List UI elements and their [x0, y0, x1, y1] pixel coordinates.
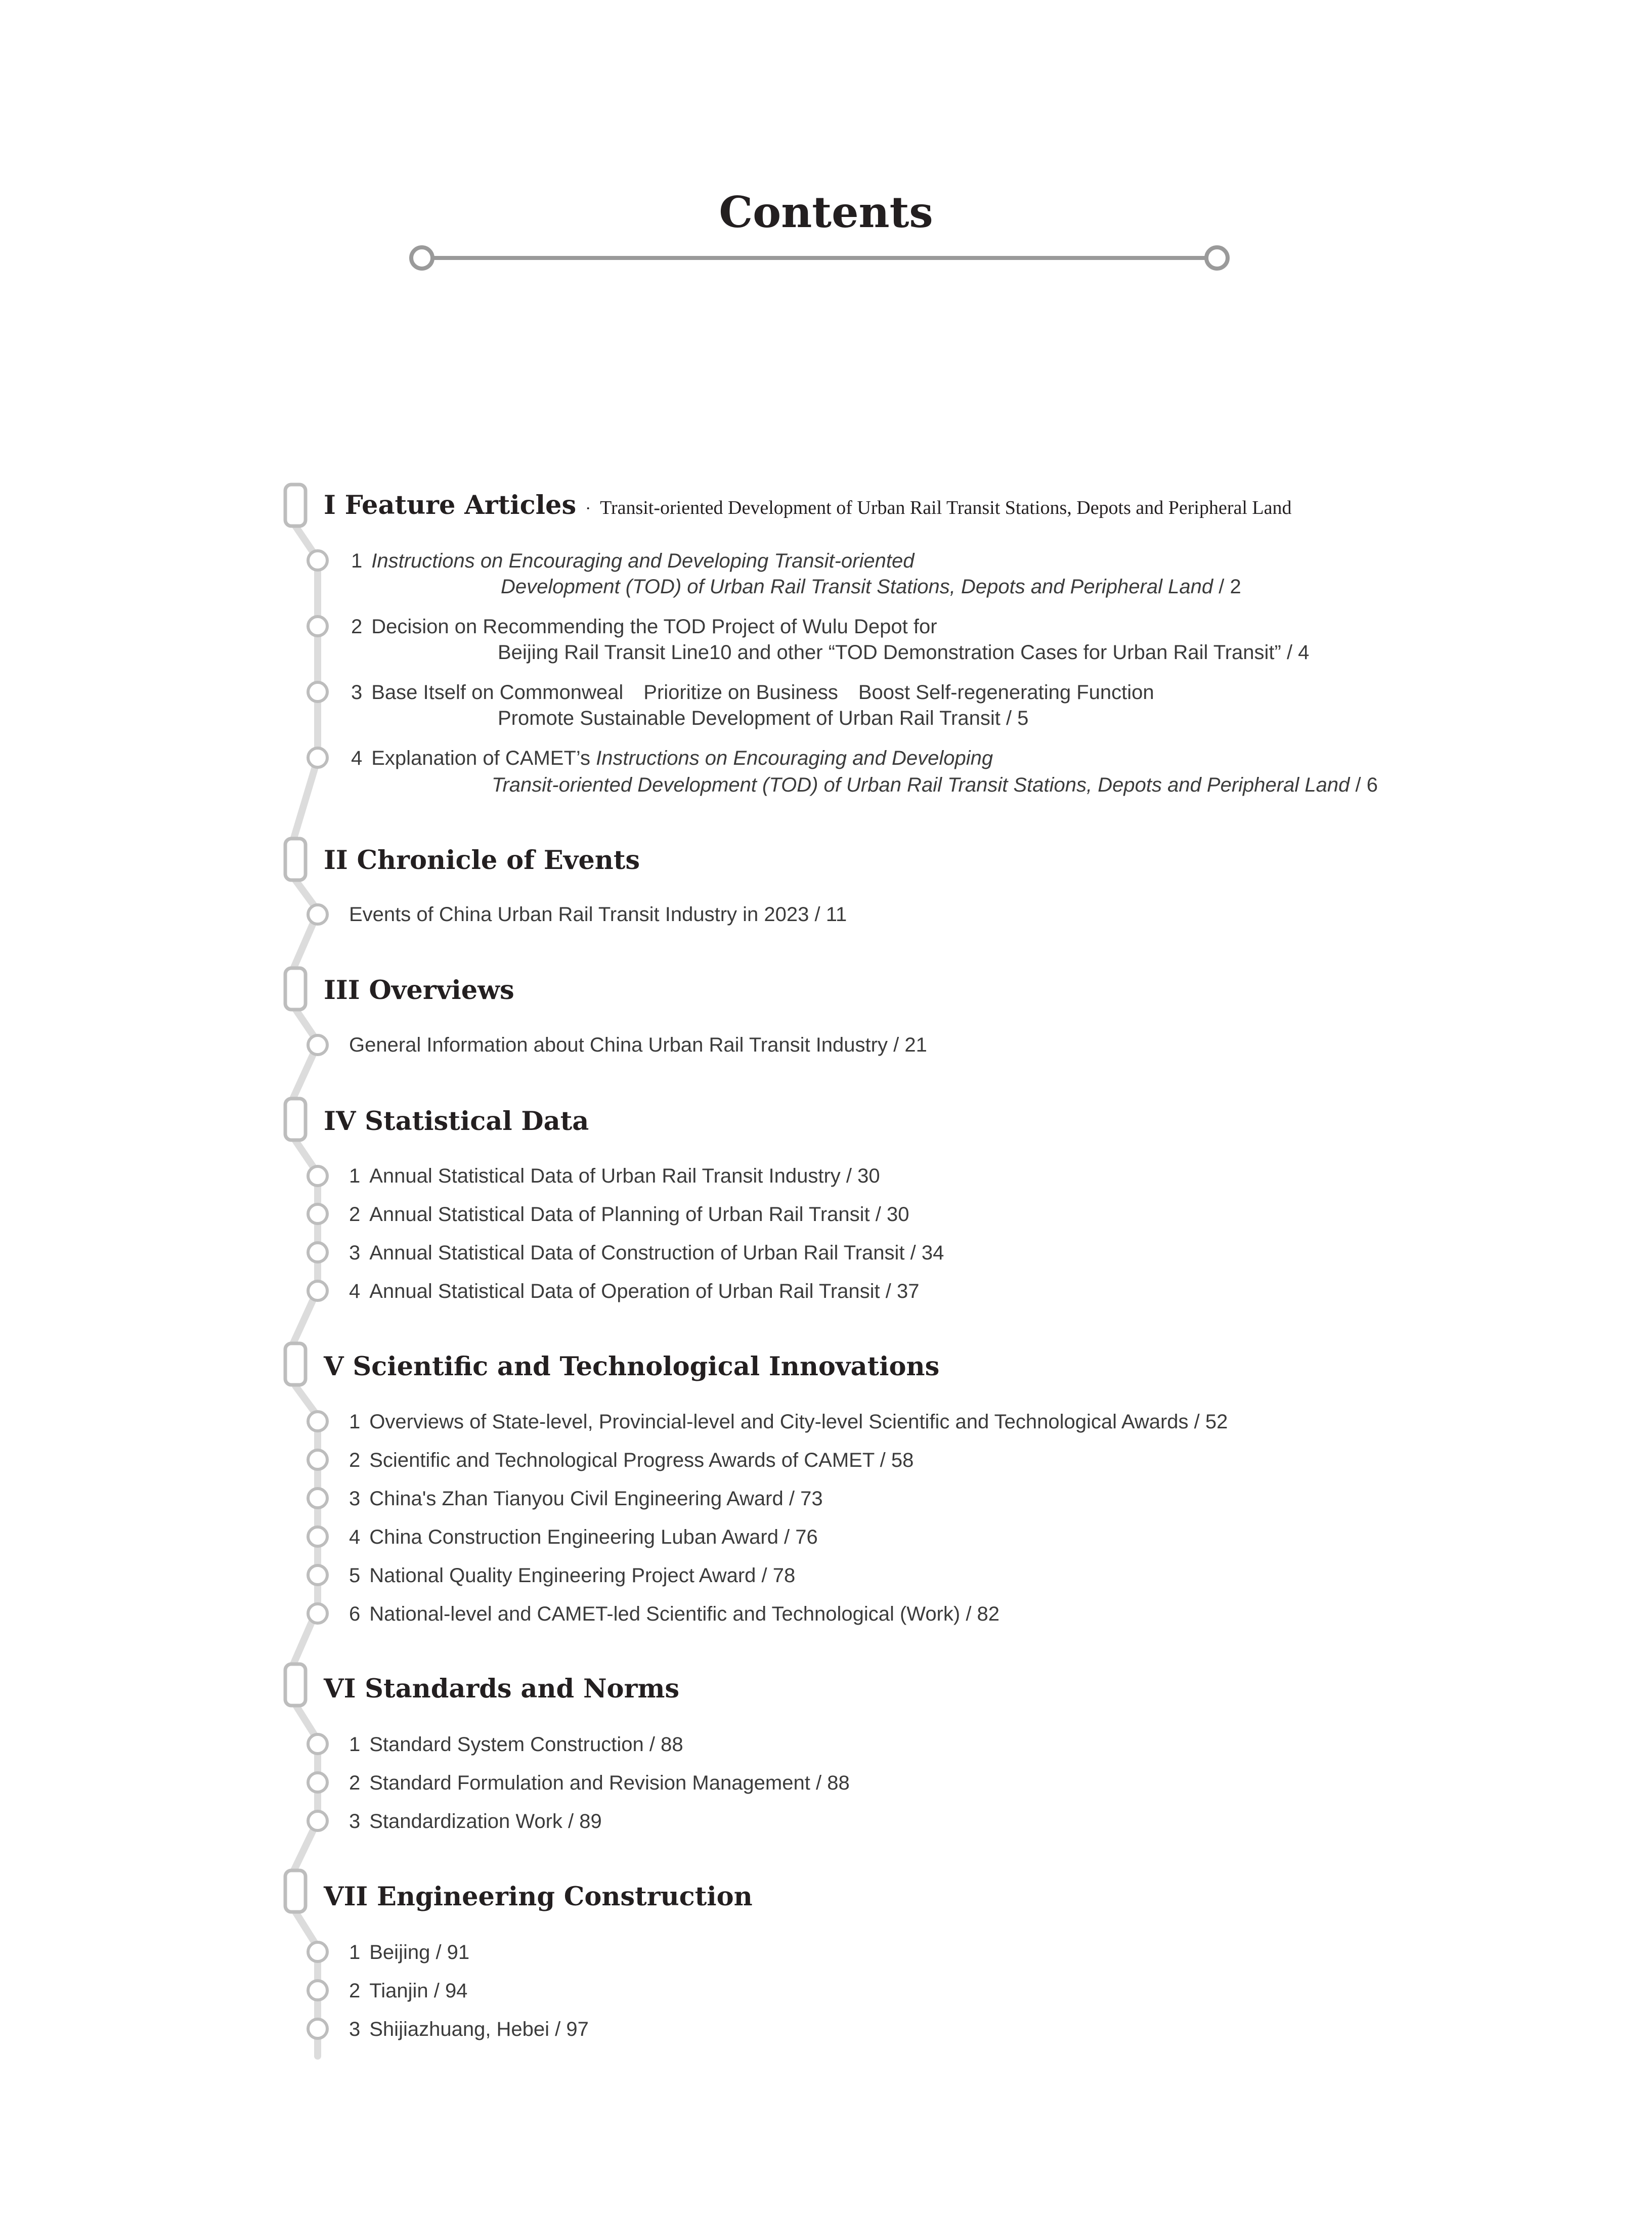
separator-dot: · [585, 499, 591, 518]
toc-entry[interactable] [349, 1035, 927, 1055]
toc-entry[interactable] [349, 1527, 818, 1547]
entry-page: / 6 [1355, 774, 1378, 796]
section-station-icon [285, 1664, 306, 1706]
entry-number: 3 [351, 681, 363, 704]
entry-stop-icon [308, 551, 327, 570]
entry-number: 3 [349, 2018, 361, 2040]
toc-entry[interactable] [349, 904, 847, 925]
section-station-icon [285, 1870, 306, 1912]
toc-entry-continuation[interactable] [501, 577, 1241, 597]
toc-entry[interactable] [351, 551, 914, 571]
entry-number: 4 [349, 1526, 361, 1548]
entry-stop-icon [308, 1734, 327, 1754]
entry-title: Events of China Urban Rail Transit Industry in 2023 / 11 [349, 903, 847, 926]
entry-title: Promote Sustainable Development of Urban Rail Transit / 5 [498, 707, 1029, 729]
section-heading [324, 1106, 589, 1137]
toc-entry[interactable] [349, 1166, 880, 1186]
entry-stop-icon [308, 1450, 327, 1469]
entry-title: Base Itself on Commonweal [371, 681, 624, 704]
section-title: III Overviews [324, 975, 514, 1006]
entry-number: 2 [349, 1449, 361, 1471]
entry-title: National Quality Engineering Project Award / 78 [369, 1564, 796, 1587]
entry-title: National-level and CAMET-led Scientific and Technological (Work) / 82 [369, 1603, 1000, 1625]
entry-title: Decision on Recommending the TOD Project of Wulu Depot for [371, 616, 937, 638]
entry-title: Annual Statistical Data of Construction of Urban Rail Transit / 34 [369, 1242, 944, 1264]
section-title: VI Standards and Norms [324, 1674, 680, 1704]
entry-title: China Construction Engineering Luban Award / 76 [369, 1526, 818, 1548]
entry-title: Instructions on Encouraging and Developing [596, 747, 993, 769]
entry-title: Tianjin / 94 [369, 1980, 468, 2002]
page-title: Contents [719, 187, 933, 237]
entry-stop-icon [308, 905, 327, 924]
entry-number: 2 [349, 1203, 361, 1226]
section-title: I Feature Articles [324, 490, 577, 520]
section-station-icon [285, 1099, 306, 1140]
entry-title: Standard Formulation and Revision Management / 88 [369, 1772, 850, 1794]
entry-title: Standardization Work / 89 [369, 1810, 602, 1833]
toc-entry[interactable] [349, 1734, 683, 1755]
toc-entry[interactable] [351, 682, 1154, 703]
entry-number: 1 [349, 1411, 361, 1433]
toc-entry-continuation[interactable] [498, 708, 1028, 728]
entry-stop-icon [308, 1981, 327, 2000]
toc-entry[interactable] [349, 1450, 914, 1470]
toc-entry[interactable] [349, 2019, 589, 2039]
entry-title: Beijing / 91 [369, 1941, 470, 1964]
toc-entry[interactable] [349, 1773, 850, 1793]
toc-entry[interactable] [349, 1243, 944, 1263]
entry-stop-icon [308, 2019, 327, 2038]
entry-stop-icon [308, 1166, 327, 1186]
entry-title: Scientific and Technological Progress Awards of CAMET / 58 [369, 1449, 914, 1471]
section-heading [324, 490, 1292, 520]
entry-title: China's Zhan Tianyou Civil Engineering Award / 73 [369, 1488, 823, 1510]
entry-number: 2 [349, 1772, 361, 1794]
entry-stop-icon [308, 1281, 327, 1300]
entry-title: Explanation of CAMET’s [371, 747, 596, 769]
section-station-icon [285, 839, 306, 880]
section-title: II Chronicle of Events [324, 845, 640, 876]
toc-entry-continuation[interactable] [498, 642, 1309, 663]
entry-stop-icon [308, 1204, 327, 1224]
entry-number: 1 [349, 1733, 361, 1756]
toc-entry[interactable] [349, 1811, 602, 1831]
toc-entry[interactable] [349, 1604, 999, 1624]
entry-stop-icon [308, 1565, 327, 1585]
section-title: V Scientific and Technological Innovations [324, 1351, 940, 1382]
entry-title: Prioritize on Business [643, 681, 838, 704]
entry-number: 1 [349, 1165, 361, 1187]
section-station-icon [285, 968, 306, 1010]
entry-title: Annual Statistical Data of Operation of Urban Rail Transit / 37 [369, 1280, 920, 1302]
entry-title: General Information about China Urban Rail Transit Industry / 21 [349, 1034, 927, 1056]
toc-entry[interactable] [349, 1204, 909, 1225]
entry-number: 4 [349, 1280, 361, 1302]
entry-number: 3 [349, 1488, 361, 1510]
section-title: VII Engineering Construction [324, 1882, 753, 1912]
entry-number: 2 [351, 616, 363, 638]
section-title: IV Statistical Data [324, 1106, 589, 1137]
toc-entry-continuation[interactable] [492, 775, 1378, 795]
section-heading [324, 975, 514, 1006]
entry-number: 2 [349, 1980, 361, 2002]
entry-title: Standard System Construction / 88 [369, 1733, 683, 1756]
entry-stop-icon [308, 1243, 327, 1262]
entry-number: 1 [351, 550, 363, 572]
entry-page: / 2 [1219, 576, 1241, 598]
section-heading [324, 1676, 679, 1702]
entry-title: Annual Statistical Data of Urban Rail Transit Industry / 30 [369, 1165, 880, 1187]
entry-title: Beijing Rail Transit Line10 and other “TOD Demonstration Cases for Urban Rail Transit” / 4 [498, 641, 1310, 664]
entry-stop-icon [308, 748, 327, 767]
toc-entry[interactable] [351, 617, 937, 637]
entry-stop-icon [308, 1773, 327, 1792]
entry-title: Overviews of State-level, Provincial-level and City-level Scientific and Technological Awards / 52 [369, 1411, 1228, 1433]
section-subtitle: Transit-oriented Development of Urban Rail Transit Stations, Depots and Peripheral Land [600, 497, 1292, 518]
entry-number: 3 [349, 1810, 361, 1833]
entry-title: Instructions on Encouraging and Developing Transit-oriented [371, 550, 915, 572]
entry-number: 5 [349, 1564, 361, 1587]
entry-title: Shijiazhuang, Hebei / 97 [369, 2018, 589, 2040]
entry-stop-icon [308, 1489, 327, 1508]
entry-title: Boost Self-regenerating Function [858, 681, 1154, 704]
entry-stop-icon [308, 1527, 327, 1546]
section-heading [324, 845, 640, 876]
toc-entry[interactable] [349, 1565, 795, 1586]
entry-number: 1 [349, 1941, 361, 1964]
entry-stop-icon [308, 1811, 327, 1830]
toc-entry[interactable] [349, 1981, 467, 2001]
section-heading [324, 1351, 940, 1382]
entry-title: Annual Statistical Data of Planning of Urban Rail Transit / 30 [369, 1203, 909, 1226]
section-station-icon [285, 1343, 306, 1385]
entry-title: Development (TOD) of Urban Rail Transit Stations, Depots and Peripheral Land [501, 576, 1213, 598]
entry-stop-icon [308, 1604, 327, 1623]
entry-stop-icon [308, 1942, 327, 1961]
section-station-icon [285, 485, 306, 526]
entry-title: Transit-oriented Development (TOD) of Urban Rail Transit Stations, Depots and Peripheral Land [492, 774, 1350, 796]
toc-entry[interactable] [349, 1281, 919, 1301]
entry-number: 6 [349, 1603, 361, 1625]
toc-entry[interactable] [349, 1489, 823, 1509]
toc-entry[interactable] [351, 748, 993, 768]
entry-stop-icon [308, 682, 327, 702]
toc-entry[interactable] [349, 1412, 1228, 1432]
entry-stop-icon [308, 1035, 327, 1055]
entry-number: 3 [349, 1242, 361, 1264]
toc-entry[interactable] [349, 1942, 469, 1962]
entry-stop-icon [308, 1412, 327, 1431]
entry-stop-icon [308, 617, 327, 636]
section-heading [324, 1884, 753, 1910]
entry-number: 4 [351, 747, 363, 769]
